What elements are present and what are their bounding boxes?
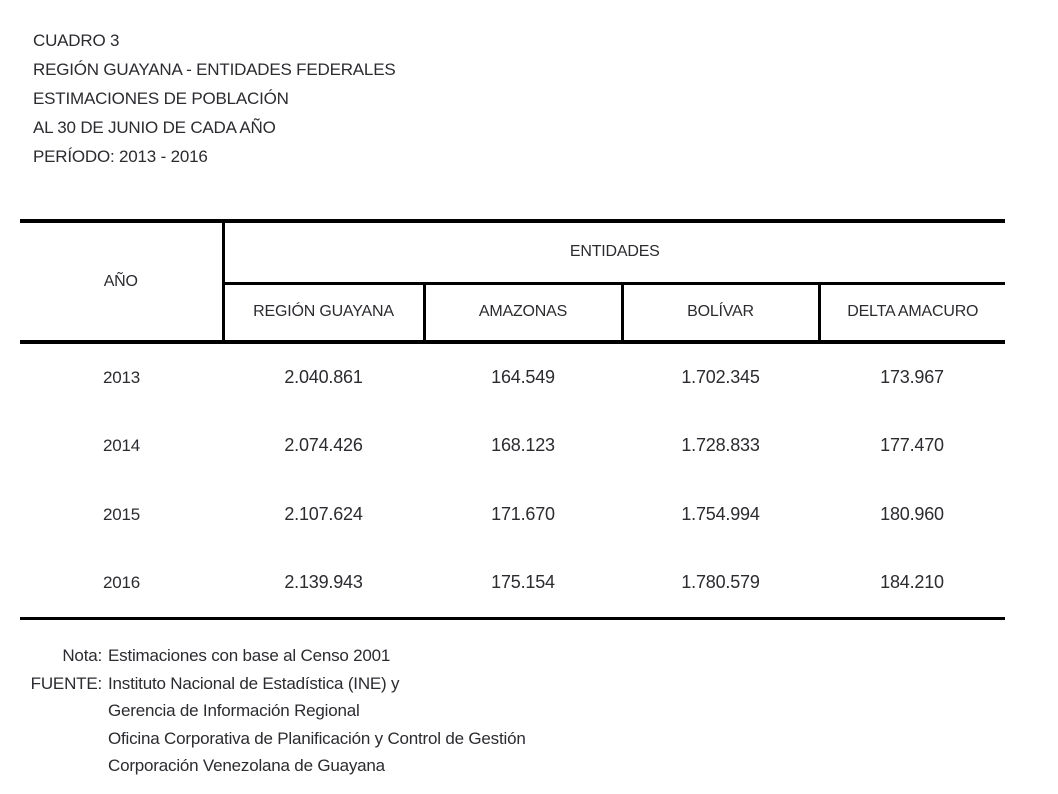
column-header-amazonas: AMAZONAS <box>424 283 622 342</box>
value-cell: 2.107.624 <box>284 504 363 524</box>
value-cell: 173.967 <box>880 367 944 387</box>
value-cell: 175.154 <box>491 572 555 593</box>
source-label: FUENTE: <box>30 673 102 693</box>
value-cell: 168.123 <box>491 435 555 455</box>
value-cell: 1.728.833 <box>681 435 760 455</box>
value-cell: 177.470 <box>880 435 944 455</box>
region-title: REGIÓN GUAYANA - ENTIDADES FEDERALES <box>33 60 396 79</box>
year-cell: 2015 <box>102 504 141 524</box>
footnotes <box>14 642 526 780</box>
value-cell: 2.040.861 <box>284 367 363 387</box>
source-label-spacer <box>14 752 102 780</box>
value-cell: 1.754.994 <box>681 504 760 524</box>
year-cell: 2013 <box>102 367 141 387</box>
source-text: Oficina Corporativa de Planificación y Control de Gestión <box>108 728 526 748</box>
source-line <box>14 670 526 698</box>
source-text: Gerencia de Información Regional <box>108 701 360 720</box>
value-cell: 171.670 <box>491 504 555 524</box>
column-header-region-guayana: REGIÓN GUAYANA <box>223 283 424 342</box>
reference-date: AL 30 DE JUNIO DE CADA AÑO <box>33 118 276 137</box>
subject-title: ESTIMACIONES DE POBLACIÓN <box>33 89 289 108</box>
period-label: PERÍODO: 2013 - 2016 <box>33 147 208 166</box>
source-continuation-line <box>14 752 526 780</box>
table-row <box>20 342 1005 411</box>
population-table <box>20 219 1005 620</box>
source-text: Instituto Nacional de Estadística (INE) y <box>108 673 400 693</box>
title-block <box>33 26 395 171</box>
group-header-row <box>20 221 1005 283</box>
column-header-bolivar: BOLÍVAR <box>622 283 819 342</box>
note-text: Estimaciones con base al Censo 2001 <box>108 646 391 665</box>
source-label-spacer <box>14 697 102 725</box>
source-continuation-line <box>14 725 526 753</box>
year-cell: 2014 <box>102 435 141 455</box>
table-row <box>20 549 1005 618</box>
column-header-delta-amacuro: DELTA AMACURO <box>819 283 1005 342</box>
year-cell: 2016 <box>102 572 141 592</box>
value-cell: 2.139.943 <box>284 572 363 593</box>
table-row <box>20 480 1005 549</box>
table-number: CUADRO 3 <box>33 31 120 50</box>
value-cell: 164.549 <box>491 367 555 387</box>
entities-group-header: ENTIDADES <box>223 221 1005 283</box>
note-line <box>14 642 526 670</box>
value-cell: 184.210 <box>880 572 944 593</box>
year-column-header: AÑO <box>20 221 223 342</box>
note-label: Nota: <box>62 646 102 665</box>
value-cell: 1.702.345 <box>681 367 760 387</box>
source-label-spacer <box>14 725 102 753</box>
source-text: Corporación Venezolana de Guayana <box>108 756 385 775</box>
value-cell: 2.074.426 <box>284 435 363 455</box>
source-continuation-line <box>14 697 526 725</box>
value-cell: 180.960 <box>880 504 944 524</box>
value-cell: 1.780.579 <box>681 572 760 593</box>
table-row <box>20 411 1005 480</box>
